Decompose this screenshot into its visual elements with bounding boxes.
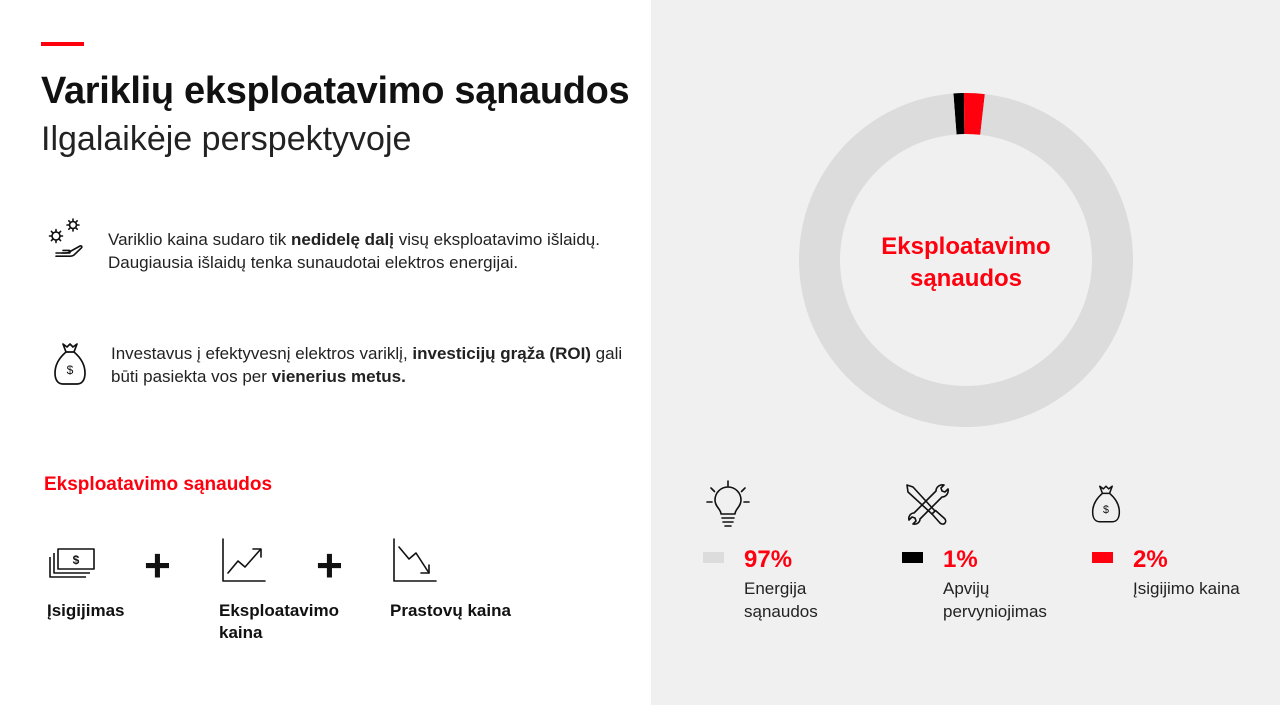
svg-text:$: $ — [66, 363, 74, 377]
svg-text:$: $ — [72, 553, 80, 567]
cost-label-operation: Eksploatavimo kaina — [219, 601, 339, 642]
banknotes-icon — [48, 547, 98, 581]
legend-value-energy: 97% — [744, 546, 793, 573]
plus-sign: + — [316, 539, 343, 591]
legend-swatch-energy — [703, 552, 724, 563]
cost-label-acquisition: Įsigijimas — [47, 601, 125, 620]
legend-value-acquisition: 2% — [1133, 546, 1168, 573]
legend-label-energy: Energija sąnaudos — [744, 579, 818, 621]
page-subtitle: Ilgalaikėje perspektyvoje — [41, 120, 412, 158]
chart-title: Eksploatavimo sąnaudos — [881, 233, 1051, 292]
legend-label-rewinding: Apvijų pervyniojimas — [943, 579, 1047, 621]
accent-bar — [41, 42, 84, 46]
page-title: Variklių eksploatavimo sąnaudos — [41, 70, 630, 112]
legend-swatch-rewinding — [902, 552, 923, 563]
plus-sign: + — [144, 539, 171, 591]
legend-value-rewinding: 1% — [943, 546, 978, 573]
money-bag-icon — [52, 340, 88, 388]
light-bulb-icon — [706, 480, 750, 528]
svg-text:$: $ — [1103, 503, 1109, 516]
info-text-motor-cost: Variklio kaina sudaro tik nedidelę dalį visų eksploatavimo išlaidų. Daugiausia išlaidų tenka sunaudotai elektros energijai. — [108, 230, 600, 272]
cost-label-downtime: Prastovų kaina — [390, 601, 511, 620]
info-text-roi: Investavus į efektyvesnį elektros variklį, investicijų grąža (ROI) gali būti pasiekta vos per vienerius metus. — [111, 344, 623, 386]
legend-swatch-acquisition — [1092, 552, 1113, 563]
line-chart-down-icon — [392, 537, 438, 583]
costs-title: Eksploatavimo sąnaudos — [44, 474, 273, 495]
legend-label-acquisition: Įsigijimo kaina — [1133, 579, 1240, 598]
money-bag-icon — [1090, 482, 1122, 526]
tools-icon — [904, 482, 950, 526]
gears-hand-icon — [44, 214, 94, 264]
line-chart-up-icon — [221, 537, 267, 583]
